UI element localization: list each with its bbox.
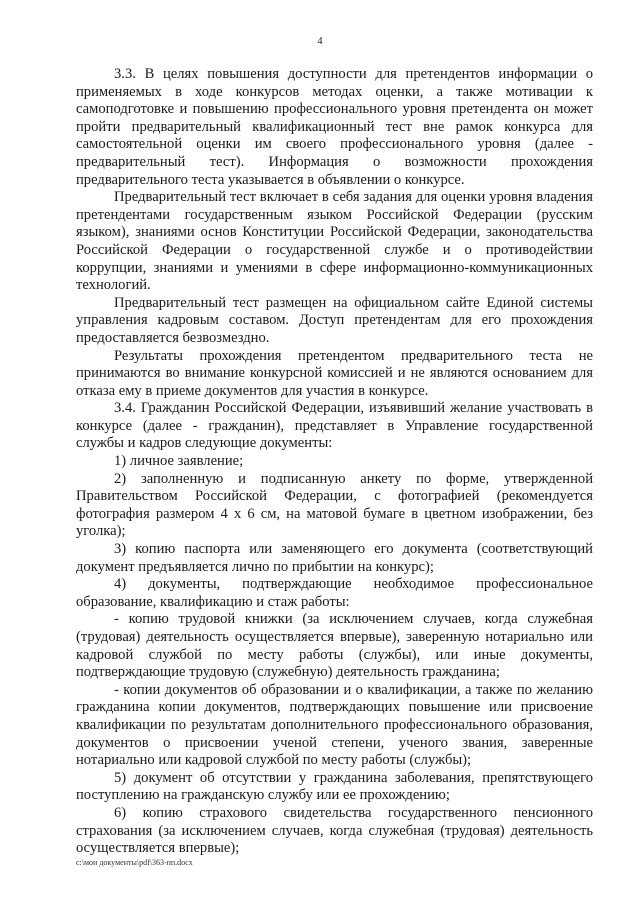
list-item-4-workbook: - копию трудовой книжки (за исключением случаев, когда служебная (трудовая) деятельность осуществляется впервые), заверенную нотариально или кадровой службой по месту работы (службы), или иные документы, подтверждающие трудовую (служебную) деятельность гражданина;	[76, 611, 593, 681]
paragraph-3-3: 3.3. В целях повышения доступности для претендентов информации о применяемых в ходе конкурсов методах оценки, а также мотивации к самоподготовке и повышению профессионального уровня претендента он может пройти предварительный квалификационный тест вне рамок конкурса для самостоятельной оценки им своего профессионального уровня (далее - предварительный тест). Информация о возможности прохождения предварительного теста указывается в объявлении о конкурсе.	[76, 66, 593, 188]
paragraph-preliminary-test-content: Предварительный тест включает в себя задания для оценки уровня владения претендентами государственным языком Российской Федерации (русским языком), знаниями основ Конституции Российской Федерации, законодательства Российской Федерации о государственной службе и о противодействии коррупции, знаниями и умениями в сфере информационно-коммуникационных технологий.	[76, 189, 593, 294]
document-body	[76, 66, 593, 858]
list-item-4: 4) документы, подтверждающие необходимое профессиональное образование, квалификацию и стаж работы:	[76, 576, 593, 610]
list-item-3: 3) копию паспорта или заменяющего его документа (соответствующий документ предъявляется лично по прибытии на конкурс);	[76, 541, 593, 575]
paragraph-preliminary-test-results: Результаты прохождения претендентом предварительного теста не принимаются во внимание конкурсной комиссией и не являются основанием для отказа ему в приеме документов для участия в конкурсе.	[76, 347, 593, 399]
list-item-5: 5) документ об отсутствии у гражданина заболевания, препятствующего поступлению на гражданскую службу или ее прохождению;	[76, 769, 593, 804]
list-item-2: 2) заполненную и подписанную анкету по форме, утвержденной Правительством Российской Федерации, с фотографией (рекомендуется фотография размером 4 х 6 см, на матовой бумаге в цветном изображении, без уголка);	[76, 470, 593, 540]
paragraph-preliminary-test-access: Предварительный тест размещен на официальном сайте Единой системы управления кадровым составом. Доступ претендентам для его прохождения предоставляется безвозмездно.	[76, 294, 593, 346]
list-item-6: 6) копию страхового свидетельства государственного пенсионного страхования (за исключением случаев, когда служебная (трудовая) деятельность осуществляется впервые);	[76, 804, 593, 857]
list-item-4-education: - копии документов об образовании и о квалификации, а также по желанию гражданина копии документов, подтверждающих повышение или присвоение квалификации по результатам дополнительного профессионального образования, документов о присвоении ученой степени, ученого звания, заверенные нотариально или кадровой службой по месту работы (службы);	[76, 681, 593, 769]
page-number: 4	[317, 36, 323, 47]
list-item-1: 1) личное заявление;	[114, 453, 244, 470]
paragraph-3-4: 3.4. Гражданин Российской Федерации, изъявивший желание участвовать в конкурсе (далее - гражданин), представляет в Управление государственной службы и кадров следующие документы:	[76, 400, 593, 452]
footer-file-path: c:\мои документы\pdf\363-пп.docx	[76, 858, 193, 867]
